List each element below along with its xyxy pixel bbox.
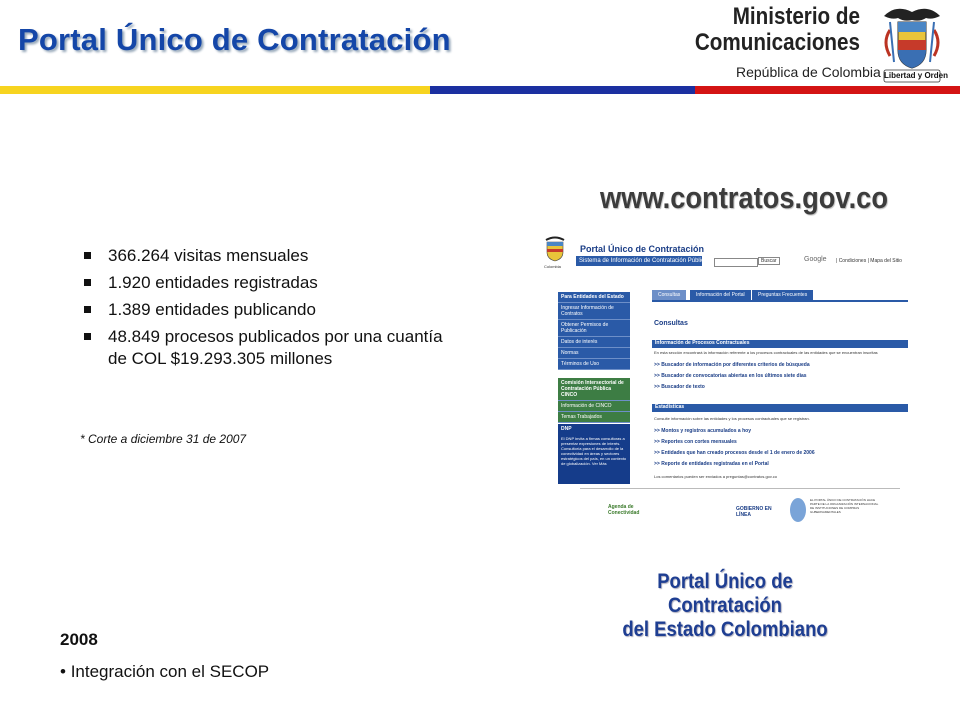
site-section2-bar: Estadísticas (652, 404, 908, 412)
site-section1-text: En esta sección encontrará la información referente a los procesos contractuales de las entidades que se encuentran inscritas (654, 350, 878, 355)
ministry-country: República de Colombia (736, 64, 881, 80)
site-subtitle: Sistema de Información de Contratación Pública (576, 256, 702, 266)
portal-caption (615, 570, 835, 642)
website-screenshot (540, 232, 908, 530)
sidebar-item[interactable]: Ingresar Información de Contratos (558, 303, 630, 320)
stat-publishing: 1.389 entidades publicando (84, 299, 444, 321)
stripe-blue (430, 86, 695, 94)
site-link[interactable]: >> Montos y registros acumulados a hoy (654, 428, 751, 434)
milestone-item: • Integración con el SECOP (60, 662, 270, 681)
site-tab-faq[interactable]: Preguntas Frecuentes (752, 290, 813, 300)
milestone-item-text: Integración con el SECOP (70, 662, 270, 681)
stripe-yellow (0, 86, 430, 94)
site-section1-bar: Información de Procesos Contractuales (652, 340, 908, 348)
cinco-item[interactable]: Información de CINCO (558, 401, 630, 412)
globe-icon (790, 498, 806, 522)
stripe-red (695, 86, 960, 94)
stat-registered: 1.920 entidades registradas (84, 272, 444, 294)
coat-of-arms-icon (876, 2, 948, 86)
stats-list (84, 245, 444, 375)
dnp-label: DNP (561, 426, 572, 432)
site-link[interactable]: >> Entidades que han creado procesos desde el 1 de enero de 2006 (654, 450, 815, 456)
sidebar-item[interactable]: Datos de interés (558, 337, 630, 348)
dnp-text: El DNP invita a firmas consultoras a presentar expresiones de interés. Consultoría para el desarrollo de la conectividad en áreas y sectores estratégicos del país, en un contexto de globalización. Ver Más (561, 436, 627, 466)
site-title: Portal Único de Contratación (580, 244, 705, 254)
site-search-button[interactable]: Buscar (758, 257, 780, 265)
coat-motto: Libertad y Orden (884, 71, 949, 80)
site-page-heading: Consultas (654, 320, 688, 327)
site-country: Colombia (544, 264, 561, 269)
site-link[interactable]: >> Reportes con cortes mensuales (654, 439, 737, 445)
site-search-input[interactable] (714, 258, 758, 267)
sidebar-item[interactable]: Obtener Permisos de Publicación (558, 320, 630, 337)
portal-caption-line1: Portal Único de Contratación (657, 570, 793, 617)
site-link[interactable]: >> Buscador de convocatorias abiertas en los últimos siete días (654, 373, 807, 379)
cinco-header: Comisión Intersectorial de Contratación Pública CINCO (558, 378, 630, 401)
site-tab-consultas[interactable]: Consultas (652, 290, 686, 300)
site-tab-bar (652, 300, 908, 302)
site-crest-icon (544, 236, 566, 262)
sidebar-item[interactable]: Normas (558, 348, 630, 359)
footer-logo-gobierno: GOBIERNO EN LÍNEA (736, 506, 772, 518)
site-link[interactable]: >> Reporte de entidades registradas en el Portal (654, 461, 769, 467)
site-link[interactable]: >> Buscador de texto (654, 384, 705, 390)
site-section2-text: Consulte información sobre las entidades y los procesos contractuales que se registran. (654, 416, 810, 421)
site-google-brand: Google (804, 256, 827, 263)
cinco-box (558, 378, 630, 423)
website-url[interactable]: www.contratos.gov.co (600, 180, 888, 215)
stat-processes: 48.849 procesos publicados por una cuantía de COL $19.293.305 millones (84, 326, 444, 370)
ministry-name-line1: Ministerio de (732, 3, 860, 30)
ministry-logo (660, 4, 860, 56)
stat-visits: 366.264 visitas mensuales (84, 245, 444, 267)
site-footer-divider (580, 488, 900, 489)
ministry-name-line2: Comunicaciones (694, 29, 860, 56)
portal-caption-line2: del Estado Colombiano (622, 618, 828, 641)
milestone-year: 2008 (60, 630, 98, 649)
site-tab-info[interactable]: Información del Portal (690, 290, 751, 300)
footer-logo-conectividad: Agenda de Conectividad (608, 504, 640, 516)
cinco-item[interactable]: Temas Trabajados (558, 412, 630, 423)
stats-footnote: * Corte a diciembre 31 de 2007 (80, 432, 247, 446)
dnp-box[interactable] (558, 424, 630, 484)
site-top-links[interactable]: | Condiciones | Mapa del Sitio (836, 258, 902, 264)
site-contact-text: Los comentarios pueden ser enviados a preguntas@contratos.gov.co (654, 474, 777, 479)
page-title: Portal Único de Contratación (18, 22, 451, 57)
site-link[interactable]: >> Buscador de información por diferentes criterios de búsqueda (654, 362, 810, 368)
sidebar-header: Para Entidades del Estado (558, 292, 630, 303)
sidebar-item[interactable]: Términos de Uso (558, 359, 630, 370)
footer-logo-ricg: EL PORTAL ÚNICO DE CONTRATACIÓN HACE PARTE DE LA ORGANIZACIÓN INTERNACIONAL DE INSTITUCIONES DE COMPRAS GUBERNAMENTALES (810, 498, 879, 514)
site-sidebar (558, 292, 630, 370)
